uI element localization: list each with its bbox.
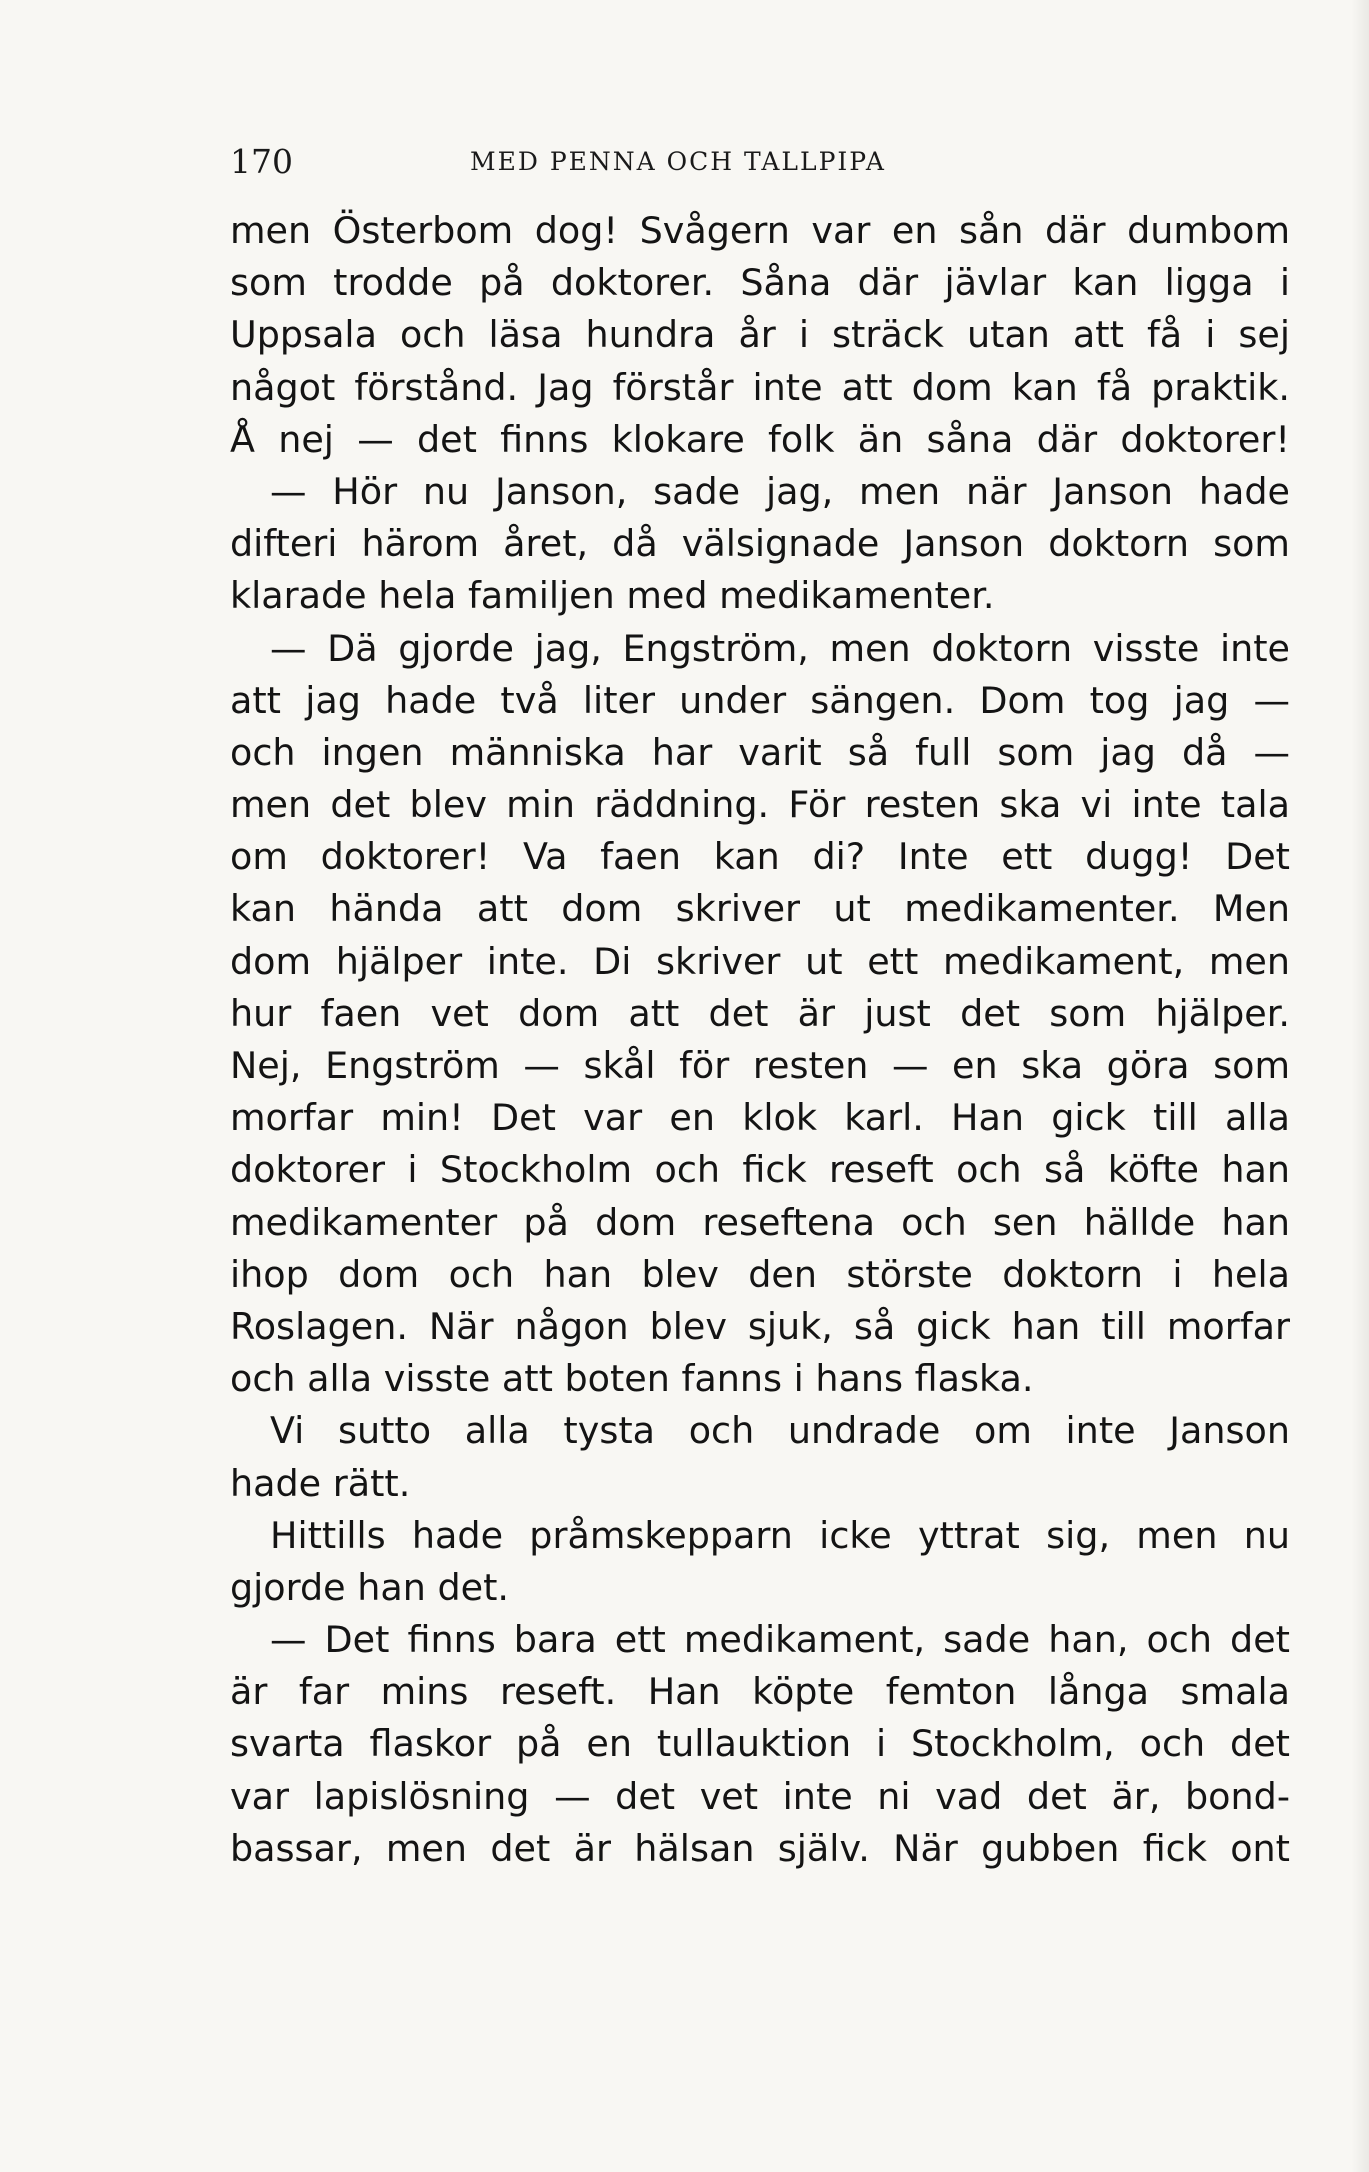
running-head [230,140,1290,184]
text-line: att jag hade två liter under sängen. Dom tog jag — [230,678,1290,722]
text-line: — Det finns bara ett medikament, sade han, och det [270,1618,1290,1662]
text-line: hur faen vet dom att det är just det som hjälper. [230,991,1290,1035]
text-line: men Österbom dog! Svågern var en sån där dumbom [230,209,1290,252]
page-number: 170 [230,142,293,181]
text-line: — Hör nu Janson, sade jag, men när Janson hade [270,469,1290,513]
text-line: och alla visste att boten fanns i hans flaska. [230,1357,1034,1401]
text-line: ihop dom och han blev den störste doktorn i hela [230,1252,1290,1296]
body-text [230,205,1290,1875]
text-line: Nej, Engström — skål för resten — en ska göra som [230,1044,1290,1087]
text-line: difteri härom året, då välsignade Janson doktorn som [230,522,1290,566]
text-line: kan hända att dom skriver ut medikamenter. Men [230,887,1290,931]
text-line: är far mins reseft. Han köpte femton långa smala [230,1670,1290,1714]
text-line: bassar, men det är hälsan själv. När gubben fick ont [230,1826,1290,1870]
text-line: — Dä gjorde jag, Engström, men doktorn visste inte [270,626,1290,670]
text-line: något förstånd. Jag förstår inte att dom kan få praktik. [230,365,1290,409]
page-edge-shadow [1351,0,1369,2172]
text-line: men det blev min räddning. För resten ska vi inte tala [230,783,1290,827]
text-line: medikamenter på dom reseftena och sen hällde han [230,1200,1290,1244]
text-line: och ingen människa har varit så full som jag då — [230,730,1290,774]
text-line: Uppsala och läsa hundra år i sträck utan att få i sej [230,313,1290,357]
text-line: hade rätt. [230,1461,411,1505]
text-line: om doktorer! Va faen kan di? Inte ett dugg! Det [230,835,1290,879]
text-line: svarta flaskor på en tullauktion i Stockholm, och det [230,1722,1290,1766]
text-line: dom hjälper inte. Di skriver ut ett medikament, men [230,939,1290,983]
text-line: Å nej — det finns klokare folk än såna där doktorer! [230,417,1290,461]
running-title: MED PENNA OCH TALLPIPA [470,147,886,176]
text-line: Roslagen. När någon blev sjuk, så gick han till morfar [230,1304,1290,1348]
text-line: Vi sutto alla tysta och undrade om inte Janson [270,1409,1290,1453]
text-line: som trodde på doktorer. Såna där jävlar kan ligga i [230,261,1290,305]
text-line: Hittills hade pråmskepparn icke yttrat sig, men nu [270,1513,1290,1557]
text-line: doktorer i Stockholm och fick reseft och så köfte han [230,1148,1290,1192]
text-line: morfar min! Det var en klok karl. Han gick till alla [230,1096,1290,1140]
text-line: klarade hela familjen med medikamenter. [230,574,995,618]
text-line: gjorde han det. [230,1565,510,1609]
text-line: var lapislösning — det vet inte ni vad det är, bond- [230,1774,1290,1818]
